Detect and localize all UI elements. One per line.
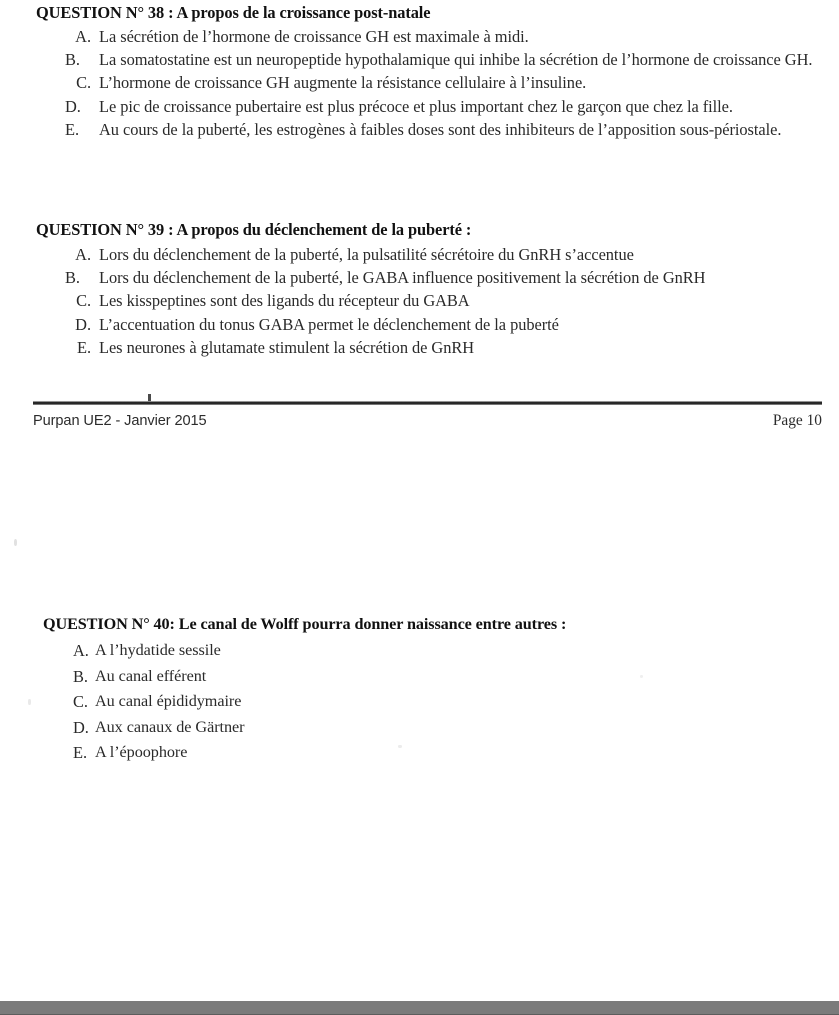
choice-text: L’hormone de croissance GH augmente la résistance cellulaire à l’insuline. (99, 73, 587, 93)
choice-text: Lors du déclenchement de la puberté, le GABA influence positivement la sécrétion de GnRH (99, 268, 706, 288)
choice-marker: C. (73, 692, 88, 711)
scan-speck (640, 675, 643, 678)
choice-text: Au canal épididymaire (95, 692, 242, 710)
choice-text: Au canal efférent (95, 666, 207, 685)
question-heading-40: QUESTION N° 40: Le canal de Wolff pourra donner naissance entre autres : (43, 615, 567, 633)
scan-speck (28, 699, 31, 705)
footer-divider-rule (33, 401, 822, 405)
footer-page-number: Page 10 (772, 412, 822, 429)
question-block-38 (0, 2, 839, 141)
choice-marker: A. (75, 27, 91, 46)
choice-marker: D. (65, 96, 81, 116)
choice-item (66, 118, 826, 141)
choice-list-39 (66, 243, 823, 359)
choice-text: Lors du déclenchement de la puberté, la pulsatilité sécrétoire du GnRH s’accentue (99, 245, 634, 264)
scan-speck (398, 745, 402, 748)
choice-text: Les kisspeptines sont des ligands du récepteur du GABA (99, 291, 470, 311)
choice-item (66, 336, 823, 359)
choice-item (75, 689, 775, 715)
choice-item (66, 25, 826, 48)
choice-marker: B. (65, 50, 80, 70)
choice-text: La sécrétion de l’hormone de croissance GH est maximale à midi. (99, 27, 529, 46)
choice-item (66, 48, 826, 71)
choice-list-40 (75, 638, 775, 766)
choice-text: A l’hydatide sessile (95, 641, 221, 659)
choice-item (75, 638, 775, 664)
choice-text: Aux canaux de Gärtner (95, 717, 245, 736)
choice-text: A l’époophore (95, 743, 188, 761)
choice-marker: B. (65, 268, 80, 288)
question-heading-39: QUESTION N° 39 : A propos du déclenchement de la puberté : (36, 220, 472, 239)
choice-item (66, 71, 826, 94)
choice-item (66, 289, 823, 312)
footer-source-label: Purpan UE2 - Janvier 2015 (33, 413, 207, 429)
question-block-40 (0, 613, 839, 766)
choice-marker: C. (76, 291, 91, 311)
choice-marker: E. (76, 337, 91, 357)
choice-marker: D. (73, 717, 89, 737)
choice-text: La somatostatine est un neuropeptide hypothalamique qui inhibe la sécrétion de l’hormone de croissance GH. (99, 50, 813, 70)
scanned-page-bottom (0, 516, 839, 762)
choice-marker: E. (73, 743, 88, 762)
choice-text: Au cours de la puberté, les estrogènes à faibles doses sont des inhibiteurs de l’apposition sous-périostale. (99, 119, 782, 139)
question-block-39 (0, 219, 839, 359)
choice-item (66, 266, 823, 289)
page-separator-band (0, 1001, 839, 1015)
choice-item (75, 715, 775, 741)
page-gap (0, 500, 839, 516)
choice-item (75, 664, 775, 690)
scanned-page-top (0, 0, 839, 500)
choice-item (75, 740, 775, 766)
choice-item (66, 313, 823, 336)
page-footer (33, 412, 822, 430)
choice-marker: A. (75, 245, 91, 264)
choice-text: Les neurones à glutamate stimulent la sécrétion de GnRH (99, 337, 475, 357)
choice-marker: E. (65, 119, 80, 139)
choice-item (66, 95, 826, 118)
choice-list-38 (66, 25, 826, 141)
choice-text: L’accentuation du tonus GABA permet le déclenchement de la puberté (99, 314, 559, 334)
choice-marker: D. (75, 314, 91, 334)
choice-marker: C. (76, 73, 91, 93)
choice-text: Le pic de croissance pubertaire est plus précoce et plus important chez le garçon que chez la fille. (99, 96, 733, 116)
question-heading-38: QUESTION N° 38 : A propos de la croissance post-natale (36, 3, 431, 22)
choice-marker: A. (73, 641, 89, 660)
choice-item (66, 243, 823, 266)
scan-speck (14, 539, 17, 546)
choice-marker: B. (73, 666, 88, 686)
